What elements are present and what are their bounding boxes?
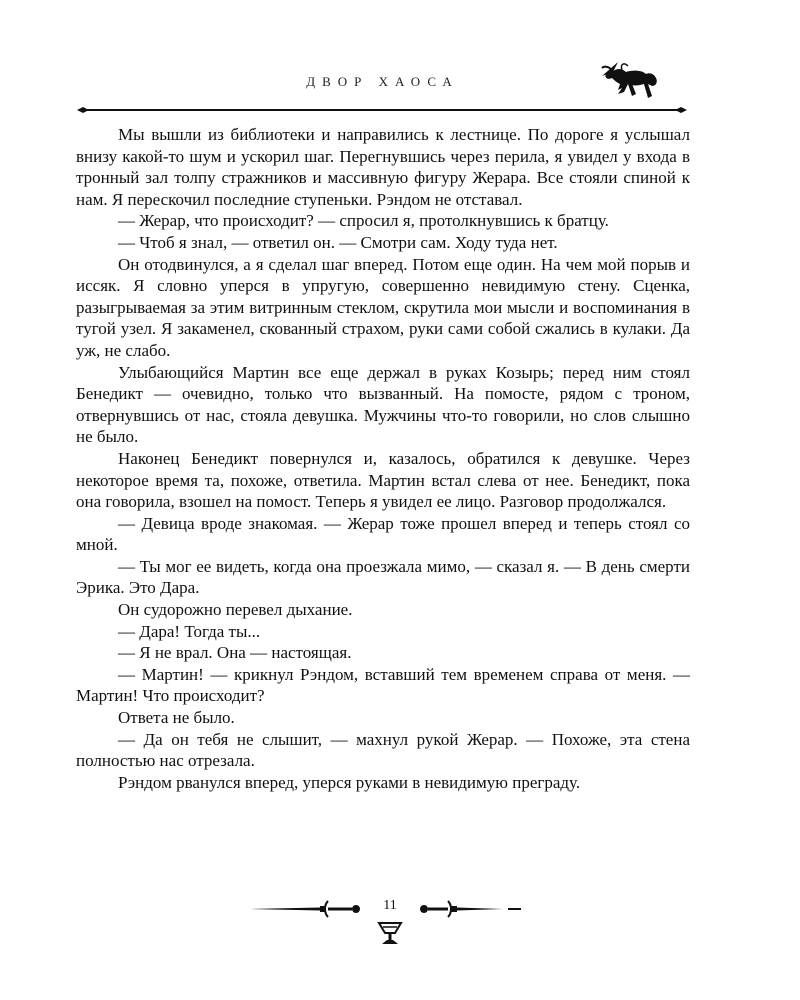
sword-left-icon <box>250 899 365 919</box>
paragraph: Рэндом рванулся вперед, уперся руками в невидимую преграду. <box>118 772 581 792</box>
paragraph: Мы вышли из библиотеки и направились к лестнице. По дороге я услышал внизу какой-то шум и ускорил шаг. Перегнувшись через перила, я увидел у входа в тронный зал толпу стражников и массивную фигуру Жерара. Все стояли спиной к нам. Я перескочил последние ступеньки. Рэндом не отставал. <box>76 125 690 209</box>
paragraph: Наконец Бенедикт повернулся и, казалось, обратился к девушке. Через некоторое время та, похоже, ответила. Мартин встал слева от нее. Бенедикт, пока она говорила, взошел на помост. Теперь я увидел ее лицо. Разговор продолжался. <box>76 448 690 512</box>
paragraph: — Я не врал. Она — настоящая. <box>118 643 352 663</box>
running-title: ДВОР ХАОСА <box>306 74 459 89</box>
paragraph: Улыбающийся Мартин все еще держал в руках Козырь; перед ним стоял Бенедикт — очевидно, только что вызванный. На помосте, рядом с троном, отвернувшись от нас, стояла девушка. Мужчины что-то говорили, но слов слышно не было. <box>76 362 690 447</box>
paragraph: — Чтоб я знал, — ответил он. — Смотри сам. Ходу туда нет. <box>118 232 558 252</box>
sword-right-icon <box>418 899 523 919</box>
paragraph: Он отодвинулся, а я сделал шаг вперед. Потом еще один. На чем мой порыв и иссяк. Я словно уперся в упругую, совершенно невидимую стену. Сценка, разыгрываемая за этим витринным стеклом, скрутила мои мысли и воспоминания в тугой узел. Я закаменел, скованный страхом, руки сами собой сжались в кулаки. Да уж, не слабо. <box>76 254 690 360</box>
goblet-icon <box>377 921 403 945</box>
page-footer <box>240 895 530 955</box>
page-number: 11 <box>383 898 397 913</box>
page-header <box>75 60 690 108</box>
paragraph: — Мартин! — крикнул Рэндом, вставший тем временем справа от меня. — Мартин! Что происходит? <box>76 664 690 706</box>
body-text <box>76 124 690 793</box>
paragraph: — Жерар, что происходит? — спросил я, протолкнувшись к братцу. <box>118 211 609 231</box>
paragraph: — Да он тебя не слышит, — махнул рукой Жерар. — Похоже, эта стена полностью нас отрезала. <box>76 729 690 771</box>
unicorn-icon <box>598 60 660 102</box>
paragraph: Он судорожно перевел дыхание. <box>118 600 353 620</box>
header-rule <box>75 105 690 115</box>
paragraph: Ответа не было. <box>118 708 235 728</box>
paragraph: — Ты мог ее видеть, когда она проезжала мимо, — сказал я. — В день смерти Эрика. Это Дара. <box>76 556 690 598</box>
paragraph: — Девица вроде знакомая. — Жерар тоже прошел вперед и теперь стоял со мной. <box>76 513 690 555</box>
paragraph: — Дара! Тогда ты... <box>118 621 261 641</box>
